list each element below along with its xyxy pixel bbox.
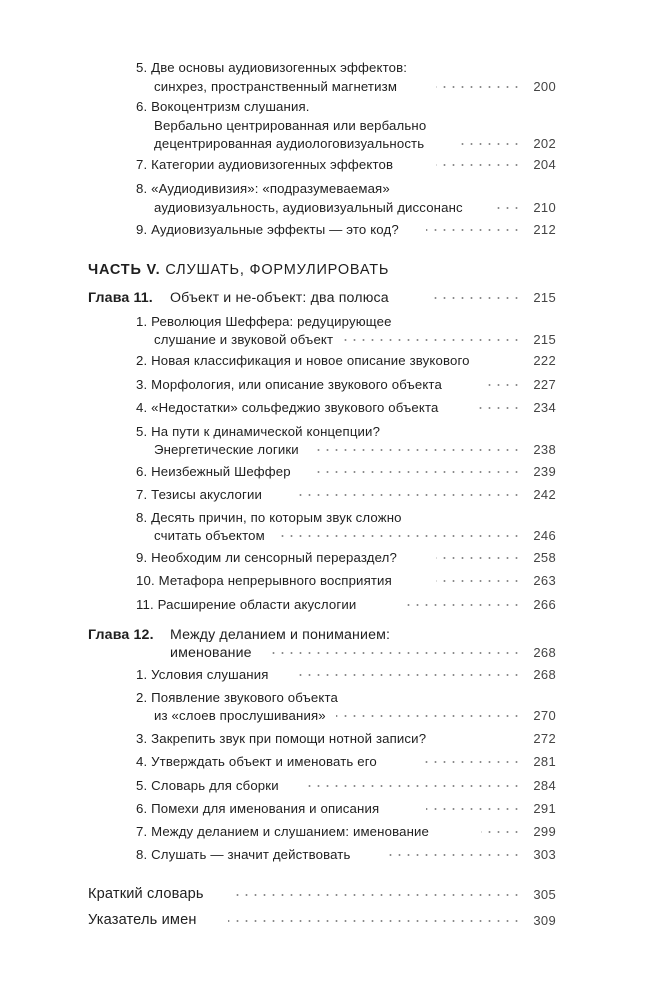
dot-leader bbox=[406, 598, 521, 612]
chapter-11-heading[interactable] bbox=[88, 290, 556, 308]
dot-leader bbox=[341, 333, 521, 347]
dot-leader bbox=[316, 443, 521, 457]
toc-entry[interactable] bbox=[136, 597, 556, 615]
back-matter-entry[interactable] bbox=[88, 912, 556, 932]
toc-entry[interactable] bbox=[136, 510, 556, 546]
page-number: 258 bbox=[533, 550, 556, 565]
toc-entry[interactable] bbox=[136, 60, 556, 96]
toc-entry[interactable] bbox=[136, 778, 556, 796]
chapter-title: именование bbox=[170, 645, 252, 661]
entry-line: Энергетические логики bbox=[154, 442, 299, 457]
entry-line: 4. Утверждать объект и именовать его bbox=[136, 754, 377, 769]
dot-leader bbox=[386, 848, 521, 862]
page-number: 303 bbox=[533, 847, 556, 862]
entry-line: 3. Морфология, или описание звукового объекта bbox=[136, 377, 442, 392]
entry-line: 7. Категории аудиовизогенных эффектов bbox=[136, 157, 394, 172]
toc-entry[interactable] bbox=[136, 801, 556, 819]
chapter-label: Глава 11. bbox=[88, 290, 153, 306]
entry-line: 8. «Аудиодивизия»: «подразумеваемая» bbox=[136, 181, 390, 196]
toc-entry[interactable] bbox=[136, 754, 556, 772]
toc-entry[interactable] bbox=[136, 464, 556, 482]
page-number: 268 bbox=[533, 645, 556, 660]
dot-leader bbox=[276, 529, 521, 543]
entry-title: Указатель имен bbox=[88, 912, 197, 928]
chapter-title: Между деланием и пониманием: bbox=[170, 627, 391, 643]
dot-leader bbox=[474, 401, 521, 415]
toc-entry[interactable] bbox=[136, 377, 556, 395]
part-title: СЛУШАТЬ, ФОРМУЛИРОВАТЬ bbox=[165, 262, 390, 278]
page-number: 239 bbox=[533, 464, 556, 479]
toc-entry[interactable] bbox=[136, 824, 556, 842]
toc-entry[interactable] bbox=[136, 222, 556, 240]
dot-leader bbox=[336, 709, 521, 723]
entry-line: 5. Словарь для сборки bbox=[136, 778, 279, 793]
toc-entry[interactable] bbox=[136, 573, 556, 591]
entry-line: 6. Вокоцентризм слушания. bbox=[136, 99, 310, 114]
toc-entry[interactable] bbox=[136, 550, 556, 568]
page-number: 263 bbox=[533, 573, 556, 588]
page-number: 281 bbox=[533, 754, 556, 769]
dot-leader bbox=[296, 668, 521, 682]
entry-line: 5. На пути к динамической концепции? bbox=[136, 424, 381, 439]
dot-leader bbox=[488, 378, 521, 392]
toc-entry[interactable] bbox=[136, 353, 556, 371]
entry-line: 2. Появление звукового объекта bbox=[136, 690, 338, 705]
page-number: 238 bbox=[533, 442, 556, 457]
dot-leader bbox=[316, 465, 521, 479]
toc-entry[interactable] bbox=[136, 181, 556, 217]
chapter-12-heading[interactable] bbox=[88, 627, 556, 665]
dot-leader bbox=[233, 888, 521, 902]
toc-entry[interactable] bbox=[136, 400, 556, 418]
entry-line: 7. Тезисы акуслогии bbox=[136, 487, 263, 502]
toc-entry[interactable] bbox=[136, 690, 556, 726]
toc-entry[interactable] bbox=[136, 157, 556, 175]
entry-line: 8. Слушать — значит действовать bbox=[136, 847, 351, 862]
entry-line: 5. Две основы аудиовизогенных эффектов: bbox=[136, 60, 408, 75]
toc-entry[interactable] bbox=[136, 424, 556, 460]
entry-line: из «слоев прослушивания» bbox=[154, 708, 326, 723]
page-number: 204 bbox=[533, 157, 556, 172]
dot-leader bbox=[306, 779, 521, 793]
entry-line: слушание и звуковой объект bbox=[154, 332, 334, 347]
dot-leader bbox=[268, 646, 521, 660]
entry-line: 9. Необходим ли сенсорный перераздел? bbox=[136, 550, 397, 565]
entry-line: децентрированная аудиологовизуальность bbox=[154, 136, 425, 151]
entry-line: 6. Помехи для именования и описания bbox=[136, 801, 380, 816]
page-number: 202 bbox=[533, 136, 556, 151]
entry-line: 10. Метафора непрерывного восприятия bbox=[136, 573, 392, 588]
page-number: 212 bbox=[533, 222, 556, 237]
dot-leader bbox=[421, 755, 521, 769]
page-number: 266 bbox=[533, 597, 556, 612]
toc-entry[interactable] bbox=[136, 847, 556, 865]
entry-line: Вербально центрированная или вербально bbox=[154, 118, 427, 133]
page-number: 210 bbox=[533, 200, 556, 215]
dot-leader bbox=[228, 914, 521, 928]
page-number: 299 bbox=[533, 824, 556, 839]
entry-line: считать объектом bbox=[154, 528, 265, 543]
entry-line: 1. Условия слушания bbox=[136, 667, 269, 682]
entry-line: аудиовизуальность, аудиовизуальный диссонанс bbox=[154, 200, 463, 215]
page-number: 268 bbox=[533, 667, 556, 682]
page-number: 291 bbox=[533, 801, 556, 816]
entry-line: 11. Расширение области акуслогии bbox=[136, 597, 357, 612]
entry-line: 1. Революция Шеффера: редуцирующее bbox=[136, 314, 392, 329]
page-number: 305 bbox=[533, 887, 556, 902]
entry-line: 7. Между деланием и слушанием: именование bbox=[136, 824, 430, 839]
dot-leader bbox=[296, 488, 521, 502]
page-number: 222 bbox=[533, 353, 556, 368]
page-number: 200 bbox=[533, 79, 556, 94]
page-number: 309 bbox=[533, 913, 556, 928]
dot-leader bbox=[426, 802, 521, 816]
toc-entry[interactable] bbox=[136, 487, 556, 505]
dot-leader bbox=[436, 80, 521, 94]
page-number: 284 bbox=[533, 778, 556, 793]
entry-line: 9. Аудиовизуальные эффекты — это код? bbox=[136, 222, 399, 237]
page-number: 227 bbox=[533, 377, 556, 392]
toc-entry[interactable] bbox=[136, 99, 556, 155]
page-number: 270 bbox=[533, 708, 556, 723]
dot-leader bbox=[436, 158, 521, 172]
page-number: 272 bbox=[533, 731, 556, 746]
entry-line: 3. Закрепить звук при помощи нотной записи? bbox=[136, 731, 427, 746]
toc-entry[interactable] bbox=[136, 314, 556, 350]
page-number: 215 bbox=[533, 332, 556, 347]
dot-leader bbox=[436, 551, 521, 565]
part-heading bbox=[88, 262, 389, 278]
dot-leader bbox=[461, 137, 521, 151]
entry-line: 6. Неизбежный Шеффер bbox=[136, 464, 291, 479]
back-matter-entry[interactable] bbox=[88, 886, 556, 906]
entry-line: 2. Новая классификация и новое описание звукового bbox=[136, 353, 470, 368]
entry-line: 4. «Недостатки» сольфеджио звукового объекта bbox=[136, 400, 439, 415]
chapter-label: Глава 12. bbox=[88, 627, 154, 643]
page-number: 234 bbox=[533, 400, 556, 415]
dot-leader bbox=[436, 574, 521, 588]
toc-entry[interactable] bbox=[136, 667, 556, 685]
dot-leader bbox=[481, 825, 521, 839]
entry-line: 8. Десять причин, по которым звук сложно bbox=[136, 510, 402, 525]
page-number: 246 bbox=[533, 528, 556, 543]
dot-leader bbox=[492, 201, 521, 215]
dot-leader bbox=[426, 223, 521, 237]
part-label: ЧАСТЬ V. bbox=[88, 262, 161, 278]
dot-leader bbox=[433, 291, 521, 305]
page-number: 242 bbox=[533, 487, 556, 502]
entry-title: Краткий словарь bbox=[88, 886, 204, 902]
entry-line: синхрез, пространственный магнетизм bbox=[154, 79, 398, 94]
page-number: 215 bbox=[533, 290, 556, 305]
toc-entry[interactable] bbox=[136, 731, 556, 749]
chapter-title: Объект и не-объект: два полюса bbox=[170, 290, 389, 306]
